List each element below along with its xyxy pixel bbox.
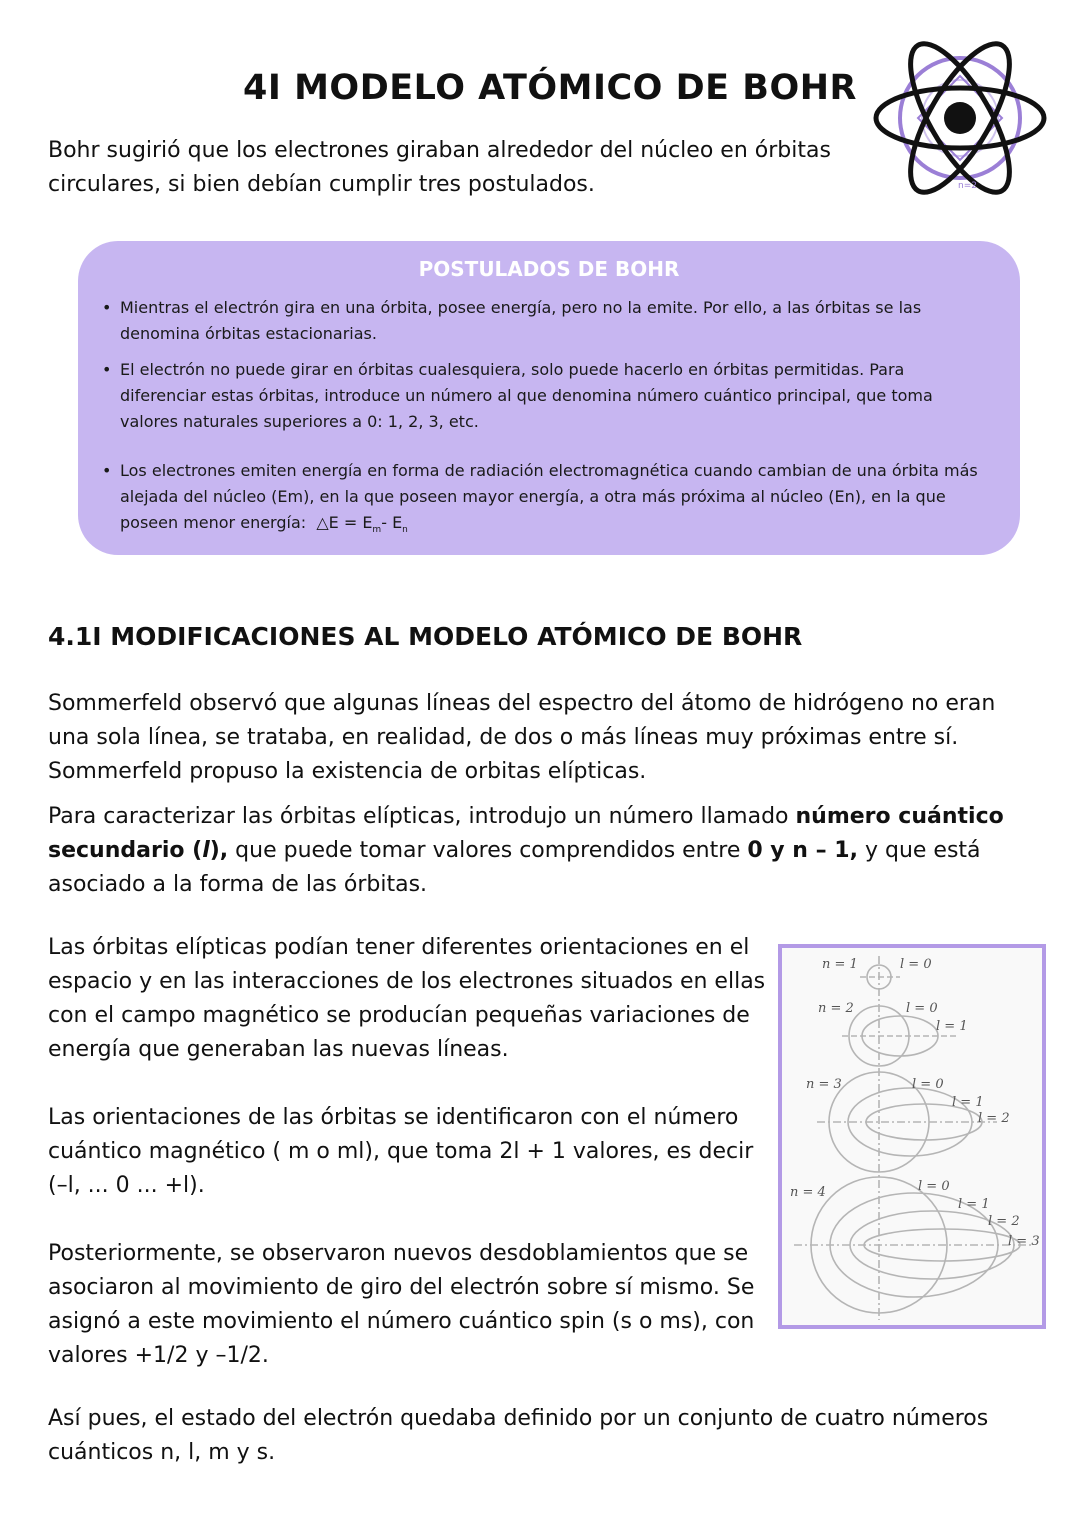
label-n1-l0: l = 0	[900, 957, 932, 972]
section-title: 4.1I MODIFICACIONES AL MODELO ATÓMICO DE BOHR	[48, 622, 803, 651]
atom-n2-label: n=2	[958, 181, 977, 191]
postulado-text: Los electrones emiten energía en forma de radiación electromagnética cuando cambian de una órbita más alejada del núcleo (Em), en la que poseen mayor energía, a otra más próxima al núcleo (En), en la que poseen menor energía:	[120, 461, 978, 532]
postulado-item: • El electrón no puede girar en órbitas cualesquiera, solo puede hacerlo en órbitas permitidas. Para diferenciar estas órbitas, introduce un número al que denomina número cuántico principal, que toma valores naturales superiores a 0: 1, 2, 3, etc.	[102, 357, 992, 435]
orbits-diagram	[782, 948, 1042, 1325]
paragraph-orientations: Las órbitas elípticas podían tener diferentes orientaciones en el espacio y en las interacciones de los electrones situados en ellas con el campo magnético se producían pequeñas variaciones de energía que generaban las nuevas líneas.	[48, 935, 766, 1062]
sommerfeld-orbits-figure	[778, 944, 1046, 1329]
postulados-box	[78, 241, 1020, 555]
p2-e: y que está asociado a la forma de las órbitas.	[48, 838, 981, 897]
label-n2-l0: l = 0	[906, 1001, 938, 1016]
paragraph-secondary-number	[48, 800, 1038, 902]
label-n2-l1: l = 1	[936, 1019, 968, 1034]
p2-b: número cuántico secundario (	[48, 804, 1004, 863]
label-n4-l3: l = 3	[1008, 1234, 1040, 1249]
postulados-title: POSTULADOS DE BOHR	[418, 257, 680, 281]
paragraph-magnetic-number: Las orientaciones de las órbitas se identificaron con el número cuántico magnético ( m o ml), que toma 2l + 1 valores, es decir (–l, ... 0 ... +l).	[48, 1105, 754, 1198]
label-n1: n = 1	[822, 957, 858, 972]
p2-b-l: l	[202, 838, 210, 863]
intro-text: Bohr sugirió que los electrones giraban alrededor del núcleo en órbitas circulares, si bien debían cumplir tres postulados.	[48, 138, 831, 197]
page-title: 4I MODELO ATÓMICO DE BOHR	[243, 68, 857, 108]
label-n3-l1: l = 1	[952, 1095, 984, 1110]
atom-icon	[872, 30, 1048, 206]
energy-formula	[316, 513, 408, 536]
paragraph-conclusion: Así pues, el estado del electrón quedaba definido por un conjunto de cuatro números cuánticos n, l, m y s.	[48, 1406, 989, 1465]
p2-a: Para caracterizar las órbitas elípticas, introdujo un número llamado	[48, 804, 796, 829]
postulados-list	[102, 295, 992, 543]
atom-nucleus	[944, 102, 976, 134]
postulado-item: • Mientras el electrón gira en una órbita, posee energía, pero no la emite. Por ello, a las órbitas se las denomina órbitas estacionarias.	[102, 295, 992, 347]
formula-sub-n: n	[402, 525, 408, 536]
label-n4-l1: l = 1	[958, 1197, 990, 1212]
p2-b-end: ),	[209, 838, 229, 863]
paragraph-spin-number: Posteriormente, se observaron nuevos desdoblamientos que se asociaron al movimiento de giro del electrón sobre sí mismo. Se asignó a este movimiento el número cuántico spin (s o ms), con valores +1/2 y –1/2.	[48, 1241, 755, 1368]
postulado-item	[102, 458, 992, 543]
label-n4-l2: l = 2	[988, 1214, 1020, 1229]
formula-sub-m: m	[372, 525, 382, 536]
p2-c: que puede tomar valores comprendidos entre	[228, 838, 748, 863]
delta-symbol: △	[316, 513, 329, 532]
label-n2: n = 2	[818, 1001, 854, 1016]
formula-lhs: E = E	[328, 513, 373, 532]
formula-mid: - E	[381, 513, 403, 532]
p2-d: 0 y n – 1,	[747, 838, 858, 863]
label-n3: n = 3	[806, 1077, 842, 1092]
paragraph-sommerfeld: Sommerfeld observó que algunas líneas del espectro del átomo de hidrógeno no eran una sola línea, se trataba, en realidad, de dos o más líneas muy próximas entre sí. Sommerfeld propuso la existencia de orbitas elípticas.	[48, 691, 996, 784]
label-n4: n = 4	[790, 1185, 826, 1200]
label-n4-l0: l = 0	[918, 1179, 950, 1194]
label-n3-l2: l = 2	[978, 1111, 1010, 1126]
label-n3-l0: l = 0	[912, 1077, 944, 1092]
